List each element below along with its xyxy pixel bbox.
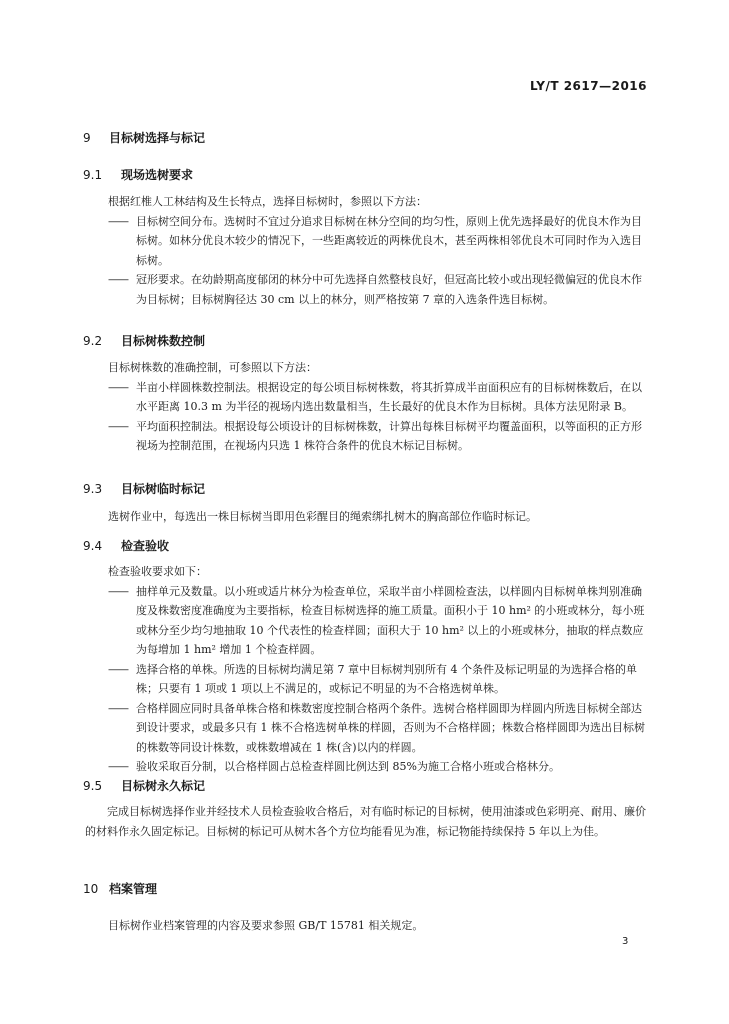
paragraph: 选树作业中，每选出一株目标树当即用色彩醒目的绳索绑扎树木的胸高部位作临时标记。 <box>108 510 537 523</box>
section-9-2-heading <box>83 332 205 349</box>
section-9-4-body <box>108 562 646 777</box>
paragraph: 目标树作业档案管理的内容及要求参照 GB/T 15781 相关规定。 <box>108 919 424 932</box>
list-item <box>108 582 646 660</box>
list-item-text: 选择合格的单株。所选的目标树均满足第 7 章中目标树判别所有 4 个条件及标记明显的为选择合格的单株；只要有 1 项或 1 项以上不满足的，或标记不明显的为不合格选树单株。 <box>136 662 637 695</box>
section-title: 目标树株数控制 <box>121 334 206 348</box>
section-number: 9 <box>83 131 91 145</box>
section-number: 9.2 <box>83 334 103 348</box>
section-9-1-body <box>108 192 646 309</box>
section-number: 9.5 <box>83 779 103 793</box>
section-9-heading <box>83 129 205 146</box>
dash-marker: —— <box>108 380 128 394</box>
section-10-body <box>108 916 646 936</box>
paragraph: 检查验收要求如下： <box>108 565 207 578</box>
section-title: 现场选树要求 <box>121 168 194 182</box>
list-item-text: 合格样圆应同时具备单株合格和株数密度控制合格两个条件。选树合格样圆即为样圆内所选目标树全部达到设计要求，或最多只有 1 株不合格选树单株的样圆，否则为不合格样圆；株数合格样圆即为选出目标树的株数等同设计株数，或株数增减在 1 株(含)以内的样圆。 <box>136 701 645 754</box>
page-number: 3 <box>622 936 629 947</box>
section-9-3-body <box>108 507 646 527</box>
standard-code: LY/T 2617—2016 <box>529 79 647 93</box>
list-item <box>108 270 646 309</box>
section-10-heading <box>83 880 157 897</box>
section-number: 9.3 <box>83 482 103 496</box>
section-number: 9.1 <box>83 168 103 182</box>
list-item-text: 冠形要求。在幼龄期高度郁闭的林分中可先选择自然整枝良好，但冠高比较小或出现轻微偏冠的优良木作为目标树；目标树胸径达 30 cm 以上的林分，则严格按第 7 章的入选条件选目标树。 <box>136 273 642 306</box>
section-9-4-heading <box>83 537 169 554</box>
section-9-2-body <box>108 358 646 456</box>
list-item <box>108 212 646 271</box>
section-title: 目标树选择与标记 <box>109 131 206 145</box>
list-item <box>108 757 646 777</box>
list-item-text: 平均面积控制法。根据设每公顷设计的目标树株数，计算出每株目标树平均覆盖面积，以等面积的正方形视场为控制范围，在视场内只选 1 株符合条件的优良木标记目标树。 <box>136 419 642 452</box>
section-9-3-heading <box>83 480 205 497</box>
list-item <box>108 660 646 699</box>
paragraph: 目标树株数的准确控制，可参照以下方法： <box>108 361 317 374</box>
list-item <box>108 378 646 417</box>
section-number: 10 <box>83 882 99 896</box>
paragraph: 完成目标树选择作业并经技术人员检查验收合格后，对有临时标记的目标树，使用油漆或色彩明亮、耐用、廉价的材料作永久固定标记。目标树的标记可从树木各个方位均能看见为准，标记物能持续保持 5 年以上为佳。 <box>85 805 646 838</box>
list-item-text: 验收采取百分制，以合格样圆占总检查样圆比例达到 85%为施工合格小班或合格林分。 <box>136 760 560 773</box>
dash-marker: —— <box>108 214 128 228</box>
list-item <box>108 699 646 758</box>
list-item-text: 抽样单元及数量。以小班或适片林分为检查单位，采取半亩小样圆检查法，以样圆内目标树单株判别准确度及株数密度准确度为主要指标，检查目标树选择的施工质量。面积小于 10 hm² 的小班或林分，每小班或林分至少均匀地抽取 10 个代表性的检查样圆；面积大于 10 hm² 以上的小班或林分，抽取的样点数应为每增加 1 hm² 增加 1 个检查样圆。 <box>136 584 645 656</box>
list-item <box>108 417 646 456</box>
dash-marker: —— <box>108 584 128 598</box>
section-9-1-heading <box>83 166 193 183</box>
section-title: 检查验收 <box>121 539 170 553</box>
dash-marker: —— <box>108 662 128 676</box>
section-9-5-heading <box>83 777 205 794</box>
dash-marker: —— <box>108 273 128 286</box>
section-9-5-body <box>85 802 646 841</box>
section-number: 9.4 <box>83 539 103 553</box>
dash-marker: —— <box>108 419 128 433</box>
list-item-text: 目标树空间分布。选树时不宜过分追求目标树在林分空间的均匀性，原则上优先选择最好的优良木作为目标树。如林分优良木较少的情况下，一些距离较近的两株优良木，甚至两株相邻优良木可同时作为入选目标树。 <box>136 214 642 267</box>
section-title: 档案管理 <box>109 882 158 896</box>
dash-marker: —— <box>108 760 128 773</box>
section-title: 目标树永久标记 <box>121 779 206 793</box>
section-title: 目标树临时标记 <box>121 482 206 496</box>
dash-marker: —— <box>108 701 128 715</box>
paragraph: 根据红椎人工林结构及生长特点，选择目标树时，参照以下方法： <box>108 195 427 208</box>
list-item-text: 半亩小样圆株数控制法。根据设定的每公顷目标树株数，将其折算成半亩面积应有的目标树株数后，在以水平距离 10.3 m 为半径的视场内选出数量相当，生长最好的优良木作为目标树。具体方法见附录 B。 <box>136 380 642 413</box>
